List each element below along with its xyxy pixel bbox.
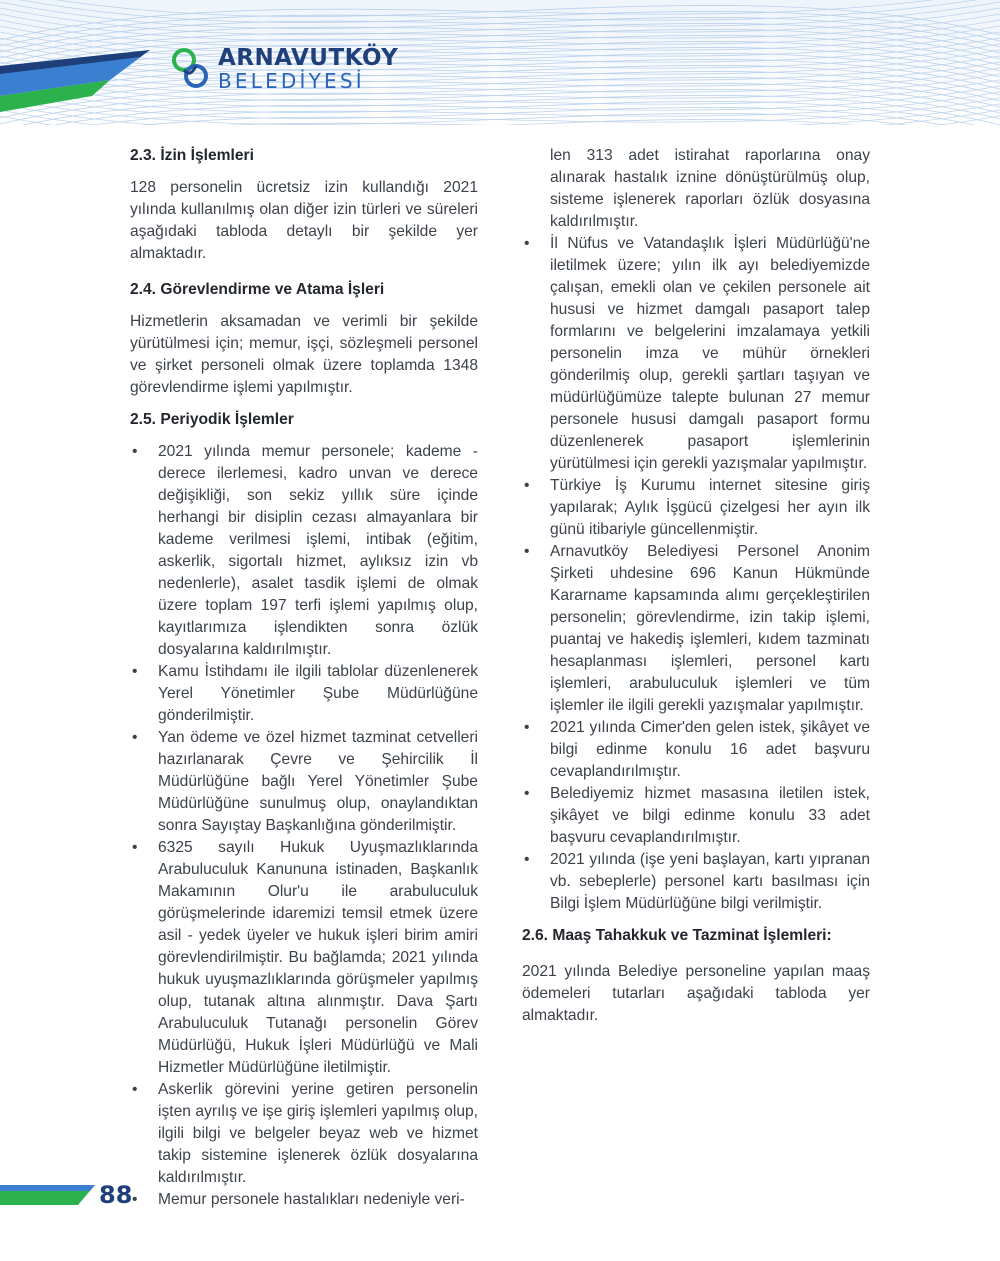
list-item: • İl Nüfus ve Vatandaşlık İşleri Müdürlüğü'ne iletilmek üzere; yılın ilk ayı belediyemizde çalışan, emekli olan ve çekilen personele ait hususi ve hizmet damgalı pasaport talep formlarını ve belgelerini imzalamaya yetkili personelin imza ve mühür örnekleri gönderilmiş olup, gerekli şartları taşıyan ve müdürlüğümüze talepte bulunan 27 memur personele hususi damgalı pasaport formu düzenlenerek pasaport işlemlerinin yürütülmesi için gerekli yazışmalar yapılmıştır. [522, 233, 870, 475]
section-2-3-heading: 2.3. İzin İşlemleri [130, 147, 254, 164]
left-column [130, 145, 478, 1211]
logo-subtitle: BELEDİYESİ [218, 69, 365, 93]
list-item: • Askerlik görevini yerine getiren personelin işten ayrılış ve işe giriş işlemleri yapılmış olup, ilgili bilgi ve belgeler beyaz web ve hizmet takip sistemine işlenerek özlük dosyalarına kaldırılmıştır. [130, 1079, 478, 1189]
list-item: • Memur personele hastalıkları nedeniyle veri- [130, 1189, 478, 1211]
section-2-3-text: 128 personelin ücretsiz izin kullandığı 2021 yılında kullanılmış olan diğer izin türleri ve süreleri aşağıdaki tabloda detaylı bir şekilde yer almaktadır. [130, 179, 478, 262]
header-wave-pattern [0, 0, 1000, 125]
logo-title: ARNAVUTKÖY [218, 45, 399, 71]
section-2-4-heading: 2.4. Görevlendirme ve Atama İşleri [130, 281, 385, 298]
list-item: • 6325 sayılı Hukuk Uyuşmazlıklarında Arabuluculuk Kanununa istinaden, Başkanlık Makamının Olur'u ile arabuluculuk görüşmelerinde idaremizi temsil etmek üzere asil - yedek üyeler ve hukuk işleri birim amiri görevlendirilmiştir. Bu bağlamda; 2021 yılında hukuk uyuşmazlıklarında görüşmeler yapılmış olup, tutanak altına alınmıştır. Dava Şartı Arabuluculuk Tutanağı personelin Görev Müdürlüğü, Hukuk İşleri Müdürlüğü ve Mali Hizmetler Müdürlüğüne iletilmiştir. [130, 837, 478, 1079]
periodic-operations-list [130, 441, 478, 1211]
list-item: • Arnavutköy Belediyesi Personel Anonim Şirketi uhdesine 696 Kanun Hükmünde Kararname kapsamında alımı gerçekleştirilen personelin; görevlendirme, izin takip işlemi, puantaj ve hakediş işlemleri, kıdem tazminatı hesaplanması işlemleri, personel kartı işlemleri, arabuluculuk işlemleri ve tüm işlemler ile ilgili gerekli yazışmalar yapılmıştır. [522, 541, 870, 717]
arnavutkoy-logo [170, 46, 398, 92]
page-number: 88 [99, 1181, 133, 1209]
section-2-6-heading: 2.6. Maaş Tahakkuk ve Tazminat İşlemleri: [522, 927, 832, 944]
list-item-continuation: len 313 adet istirahat raporlarına onay alınarak hastalık iznine dönüştürülmüş olup, sisteme işlenerek raporları özlük dosyasına kaldırılmıştır. [550, 147, 870, 230]
section-2-5-heading: 2.5. Periyodik İşlemler [130, 411, 294, 428]
periodic-operations-list-continued [522, 233, 870, 915]
section-2-4-text: Hizmetlerin aksamadan ve verimli bir şekilde yürütülmesi için; memur, işçi, sözleşmeli personel ve şirket personeli olmak üzere toplamda 1348 görevlendirme işlemi yapılmıştır. [130, 313, 478, 396]
list-item: • Belediyemiz hizmet masasına iletilen istek, şikâyet ve bilgi edinme konulu 33 adet başvuru cevaplandırılmıştır. [522, 783, 870, 849]
list-item: • 2021 yılında memur personele; kademe - derece ilerlemesi, kadro unvan ve derece değişikliği, son sekiz yıllık süre içinde herhangi bir disiplin cezası almayanlara bir kademe verilmesi işlemi, intibak (eğitim, askerlik, sigortalı hizmet, aylıksız izin vb nedenlerle), asalet tasdik işlemi de olmak üzere toplam 197 terfi işlemi yapılmış olup, kayıtlarımıza işlendikten sonra özlük dosyalarına kaldırılmıştır. [130, 441, 478, 661]
right-column [522, 145, 870, 1027]
list-item: • 2021 yılında (işe yeni başlayan, kartı yıpranan vb. sebeplerle) personel kartı basılması için Bilgi İşlem Müdürlüğüne bilgi verilmiştir. [522, 849, 870, 915]
list-item: • Yan ödeme ve özel hizmet tazminat cetvelleri hazırlanarak Çevre ve Şehircilik İl Müdürlüğüne bağlı Yerel Yönetimler Şube Müdürlüğüne sunulmuş olup, onaylandıktan sonra Sayıştay Başkanlığına gönderilmiştir. [130, 727, 478, 837]
section-2-6-text: 2021 yılında Belediye personeline yapılan maaş ödemeleri tutarları aşağıdaki tabloda yer almaktadır. [522, 963, 870, 1024]
list-item: • Kamu İstihdamı ile ilgili tablolar düzenlenerek Yerel Yönetimler Şube Müdürlüğüne gönderilmiştir. [130, 661, 478, 727]
list-item: • 2021 yılında Cimer'den gelen istek, şikâyet ve bilgi edinme konulu 16 adet başvuru cevaplandırılmıştır. [522, 717, 870, 783]
municipality-emblem-icon [170, 46, 210, 92]
list-item: • Türkiye İş Kurumu internet sitesine giriş yapılarak; Aylık İşgücü çizelgesi her ayın ilk günü itibariyle güncellenmiştir. [522, 475, 870, 541]
footer-accent-bar [0, 1181, 100, 1209]
